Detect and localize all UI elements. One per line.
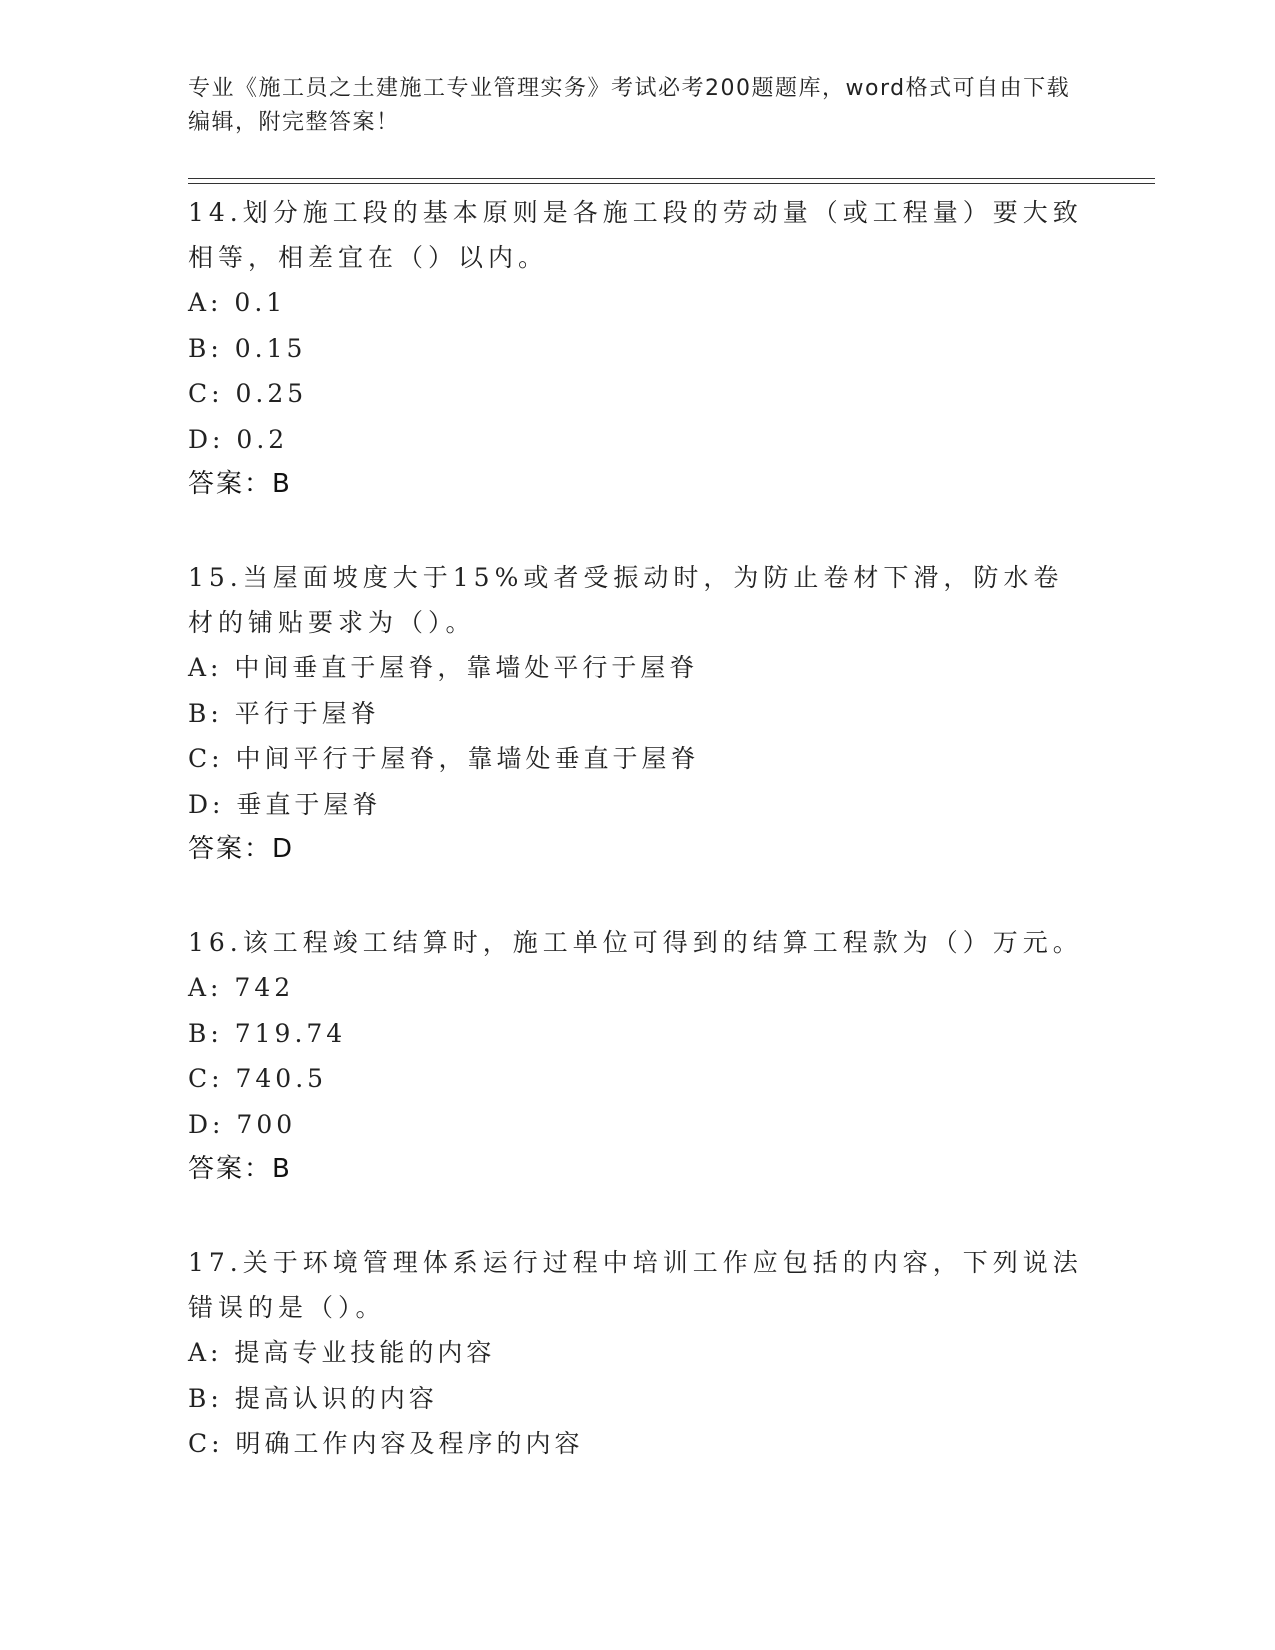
question-14: [188, 190, 1088, 507]
option-b: B: 0.15: [188, 333, 307, 363]
option-a: A: 中间垂直于屋脊，靠墙处平行于屋脊: [188, 653, 699, 682]
option-b: B: 719.74: [188, 1018, 347, 1048]
question-stem: 17.关于环境管理体系运行过程中培训工作应包括的内容，下列说法错误的是（）。: [188, 1248, 1083, 1322]
question-15: [188, 555, 1088, 872]
question-list: [188, 190, 1088, 1515]
option-d: D: 垂直于屋脊: [188, 789, 382, 819]
option-c: C: 740.5: [188, 1064, 328, 1093]
question-stem: 16.该工程竣工结算时，施工单位可得到的结算工程款为（）万元。: [188, 928, 1083, 957]
question-stem: 14.划分施工段的基本原则是各施工段的劳动量（或工程量）要大致相等，相差宜在（）以内。: [188, 198, 1083, 272]
option-a: A: 提高专业技能的内容: [188, 1338, 496, 1367]
question-stem: 15.当屋面坡度大于15%或者受振动时，为防止卷材下滑，防水卷材的铺贴要求为（）。: [188, 563, 1064, 637]
header-divider-bottom: [188, 183, 1155, 184]
header-divider-top: [188, 178, 1155, 179]
option-b: B: 提高认识的内容: [188, 1383, 438, 1413]
option-c: C: 明确工作内容及程序的内容: [188, 1429, 584, 1458]
answer-label: 答案：B: [188, 1154, 292, 1184]
option-c: C: 0.25: [188, 379, 308, 408]
answer-label: 答案：D: [188, 834, 295, 864]
answer-label: 答案：B: [188, 469, 292, 499]
option-b: B: 平行于屋脊: [188, 698, 380, 728]
option-a: A: 742: [188, 973, 295, 1002]
option-a: A: 0.1: [188, 288, 287, 317]
question-16: [188, 920, 1088, 1192]
option-d: D: 700: [188, 1109, 297, 1139]
option-d: D: 0.2: [188, 424, 289, 454]
document-header: 专业《施工员之土建施工专业管理实务》考试必考200题题库，word格式可自由下载编辑，附完整答案！: [188, 76, 1071, 135]
question-17: [188, 1240, 1088, 1467]
option-c: C: 中间平行于屋脊，靠墙处垂直于屋脊: [188, 744, 700, 773]
